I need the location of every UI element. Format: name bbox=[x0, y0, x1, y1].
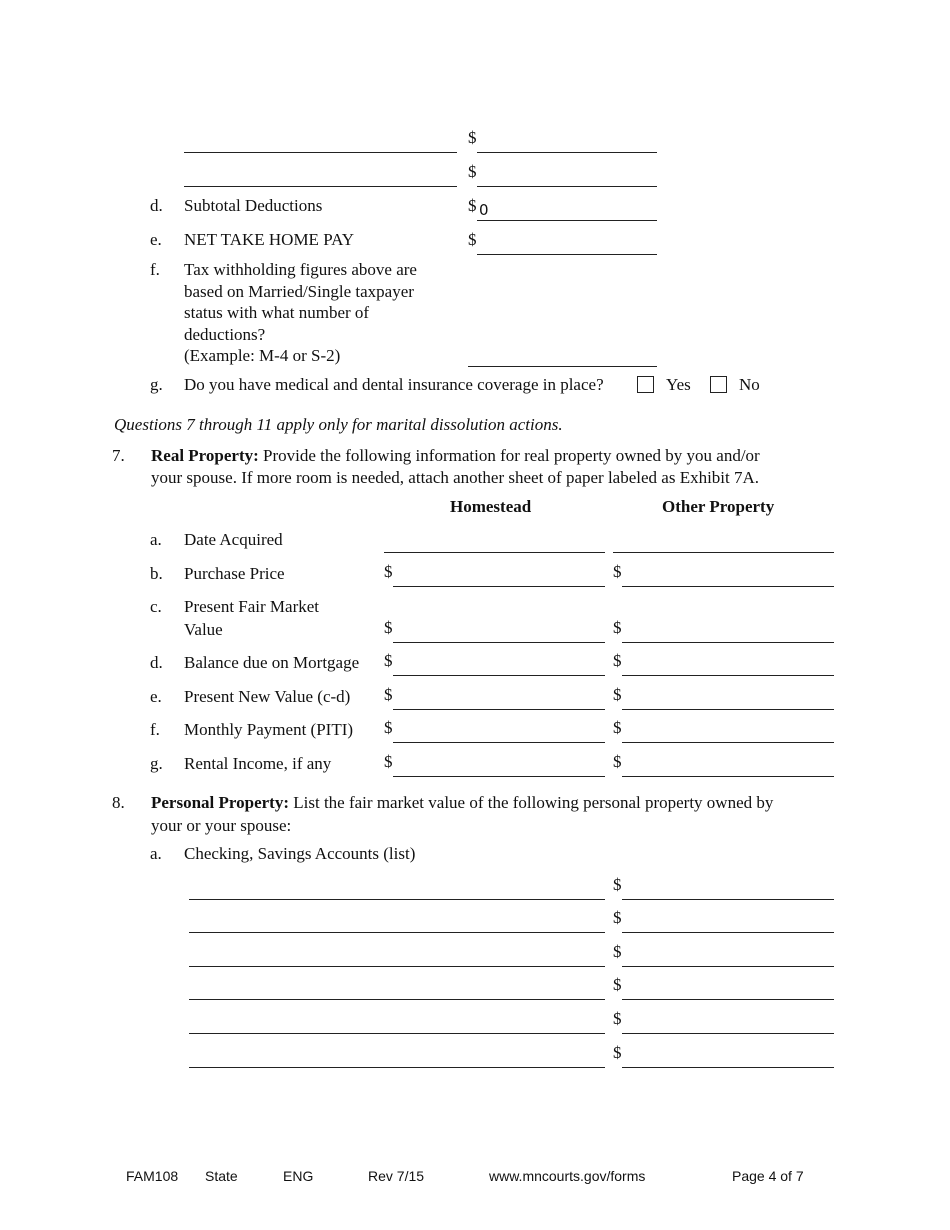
homestead-field[interactable] bbox=[393, 721, 605, 743]
dollar-sign: $ bbox=[613, 975, 622, 994]
withholding-status-field[interactable] bbox=[468, 345, 657, 367]
item-letter: a. bbox=[150, 844, 162, 863]
dollar-sign: $ bbox=[613, 618, 622, 637]
dollar-sign: $ bbox=[613, 1009, 622, 1028]
dollar-sign: $ bbox=[468, 196, 477, 215]
account-name-field[interactable] bbox=[189, 1046, 605, 1068]
deduction-label-field[interactable] bbox=[184, 165, 457, 187]
insurance-yes-checkbox[interactable] bbox=[637, 376, 654, 393]
withholding-text: Tax withholding figures above are bbox=[184, 260, 417, 279]
footer-page-number: Page 4 of 7 bbox=[732, 1168, 804, 1184]
homestead-field[interactable] bbox=[393, 565, 605, 587]
homestead-field[interactable] bbox=[393, 755, 605, 777]
item-letter: g. bbox=[150, 754, 163, 773]
footer-language: ENG bbox=[283, 1168, 314, 1184]
other-property-field[interactable] bbox=[622, 565, 834, 587]
real-property-intro bbox=[151, 445, 760, 466]
net-pay-label: NET TAKE HOME PAY bbox=[184, 230, 355, 249]
dollar-sign: $ bbox=[384, 685, 393, 704]
real-property-heading: Real Property: bbox=[151, 446, 259, 465]
question-number: 8. bbox=[112, 793, 125, 812]
withholding-text: based on Married/Single taxpayer bbox=[184, 281, 414, 301]
other-property-field[interactable] bbox=[622, 755, 834, 777]
item-letter: d. bbox=[150, 196, 163, 215]
dollar-sign: $ bbox=[384, 651, 393, 670]
real-property-row-label: Present New Value (c-d) bbox=[184, 687, 351, 706]
item-letter: b. bbox=[150, 564, 163, 583]
homestead-field[interactable] bbox=[393, 654, 605, 676]
dollar-sign: $ bbox=[384, 752, 393, 771]
account-amount-field[interactable] bbox=[622, 1046, 834, 1068]
real-property-instructions: Provide the following information for real property owned by you and/or bbox=[258, 446, 760, 465]
dollar-sign: $ bbox=[468, 230, 477, 249]
account-name-field[interactable] bbox=[189, 978, 605, 1000]
subtotal-label: Subtotal Deductions bbox=[184, 196, 323, 215]
subtotal-deductions-field[interactable] bbox=[477, 199, 657, 221]
dollar-sign: $ bbox=[468, 162, 477, 181]
other-property-field[interactable] bbox=[613, 531, 834, 553]
yes-label: Yes bbox=[666, 375, 691, 394]
homestead-field[interactable] bbox=[384, 531, 605, 553]
real-property-row-label-cont: Value bbox=[184, 620, 223, 639]
withholding-text: status with what number of bbox=[184, 303, 370, 322]
account-amount-field[interactable] bbox=[622, 878, 834, 900]
account-name-field[interactable] bbox=[189, 1012, 605, 1034]
dollar-sign: $ bbox=[613, 685, 622, 704]
dollar-sign: $ bbox=[468, 128, 477, 147]
other-property-field[interactable] bbox=[622, 621, 834, 643]
dollar-sign: $ bbox=[613, 718, 622, 737]
dollar-sign: $ bbox=[613, 562, 622, 581]
real-property-row-label: Purchase Price bbox=[184, 564, 285, 583]
item-letter: e. bbox=[150, 687, 162, 706]
other-property-field[interactable] bbox=[622, 688, 834, 710]
insurance-no-checkbox[interactable] bbox=[710, 376, 727, 393]
footer-form-number: FAM108 bbox=[126, 1168, 179, 1184]
account-amount-field[interactable] bbox=[622, 945, 834, 967]
item-letter: d. bbox=[150, 653, 163, 672]
homestead-field[interactable] bbox=[393, 688, 605, 710]
dollar-sign: $ bbox=[613, 942, 622, 961]
account-name-field[interactable] bbox=[189, 878, 605, 900]
account-amount-field[interactable] bbox=[622, 978, 834, 1000]
real-property-row-label: Monthly Payment (PITI) bbox=[184, 720, 354, 739]
account-amount-field[interactable] bbox=[622, 1012, 834, 1034]
dissolution-note: Questions 7 through 11 apply only for marital dissolution actions. bbox=[114, 415, 563, 434]
account-name-field[interactable] bbox=[189, 945, 605, 967]
item-letter: f. bbox=[150, 720, 160, 739]
item-letter: a. bbox=[150, 530, 162, 549]
withholding-text: deductions? bbox=[184, 324, 266, 344]
dollar-sign: $ bbox=[384, 618, 393, 637]
withholding-text: (Example: M-4 or S-2) bbox=[184, 346, 341, 365]
personal-property-heading: Personal Property: bbox=[151, 793, 290, 812]
net-take-home-pay-field[interactable] bbox=[477, 233, 657, 255]
dollar-sign: $ bbox=[384, 718, 393, 737]
item-letter: e. bbox=[150, 230, 162, 249]
other-property-column-header: Other Property bbox=[662, 497, 775, 516]
real-property-row-label: Balance due on Mortgage bbox=[184, 653, 360, 672]
real-property-instructions-line2: your spouse. If more room is needed, attach another sheet of paper labeled as Exhibit 7A. bbox=[151, 468, 760, 487]
item-letter: c. bbox=[150, 597, 162, 616]
accounts-label: Checking, Savings Accounts (list) bbox=[184, 844, 416, 863]
deduction-label-field[interactable] bbox=[184, 131, 457, 153]
footer-website: www.mncourts.gov/forms bbox=[489, 1168, 646, 1184]
no-label: No bbox=[739, 375, 760, 394]
question-number: 7. bbox=[112, 446, 125, 465]
account-name-field[interactable] bbox=[189, 911, 605, 933]
personal-property-instructions-line2: your or your spouse: bbox=[151, 816, 292, 835]
dollar-sign: $ bbox=[613, 1043, 622, 1062]
other-property-field[interactable] bbox=[622, 654, 834, 676]
dollar-sign: $ bbox=[613, 875, 622, 894]
item-letter: f. bbox=[150, 260, 160, 279]
dollar-sign: $ bbox=[613, 752, 622, 771]
other-property-field[interactable] bbox=[622, 721, 834, 743]
dollar-sign: $ bbox=[384, 562, 393, 581]
footer-revision: Rev 7/15 bbox=[368, 1168, 425, 1184]
account-amount-field[interactable] bbox=[622, 911, 834, 933]
footer-state: State bbox=[205, 1168, 238, 1184]
dollar-sign: $ bbox=[613, 908, 622, 927]
real-property-row-label: Date Acquired bbox=[184, 530, 283, 549]
homestead-field[interactable] bbox=[393, 621, 605, 643]
personal-property-instructions: List the fair market value of the following personal property owned by bbox=[289, 793, 774, 812]
real-property-row-label: Rental Income, if any bbox=[184, 754, 332, 773]
deduction-amount-field[interactable] bbox=[477, 165, 657, 187]
homestead-column-header: Homestead bbox=[450, 497, 532, 516]
personal-property-intro bbox=[151, 792, 773, 813]
insurance-question: Do you have medical and dental insurance coverage in place? bbox=[184, 375, 604, 394]
deduction-amount-field[interactable] bbox=[477, 131, 657, 153]
item-letter: g. bbox=[150, 375, 163, 394]
dollar-sign: $ bbox=[613, 651, 622, 670]
real-property-row-label: Present Fair Market bbox=[184, 597, 320, 616]
